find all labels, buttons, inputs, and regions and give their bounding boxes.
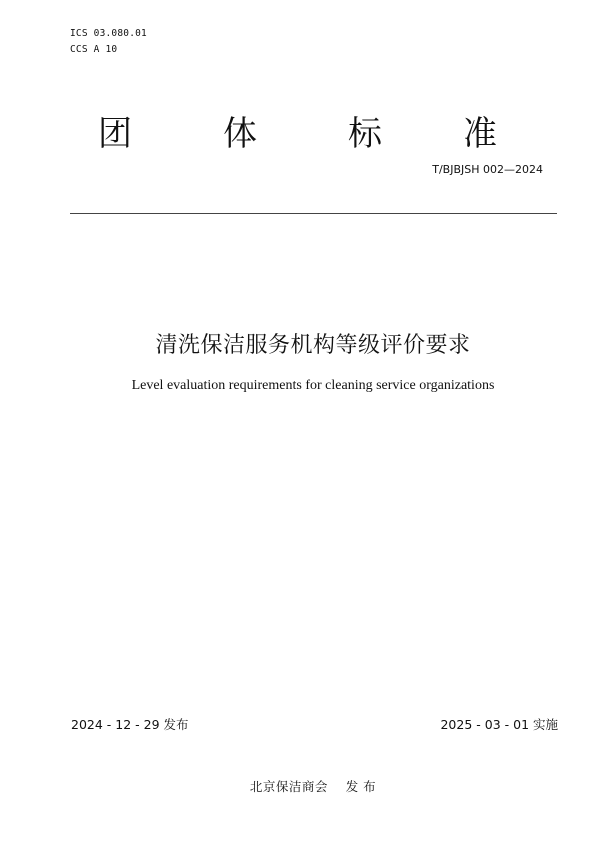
standard-type-char: 标 — [348, 114, 382, 154]
implementation-date: 2025 - 03 - 01 实施 — [440, 717, 558, 732]
issue-date: 2024 - 12 - 29 发布 — [71, 717, 189, 732]
header-divider — [70, 213, 557, 214]
ccs-code: CCS A 10 — [70, 44, 118, 55]
standard-type-char: 体 — [223, 114, 257, 154]
standard-type-char: 团 — [98, 114, 132, 154]
publisher: 北京保洁商会 发 布 — [249, 779, 377, 794]
title-english: Level evaluation requirements for cleaning service organizations — [131, 378, 495, 393]
standard-code: T/BJBJSH 002—2024 — [432, 163, 543, 176]
title-chinese: 清洗保洁服务机构等级评价要求 — [155, 333, 471, 358]
ics-code: ICS 03.080.01 — [70, 28, 147, 39]
standard-type-char: 准 — [463, 114, 497, 154]
